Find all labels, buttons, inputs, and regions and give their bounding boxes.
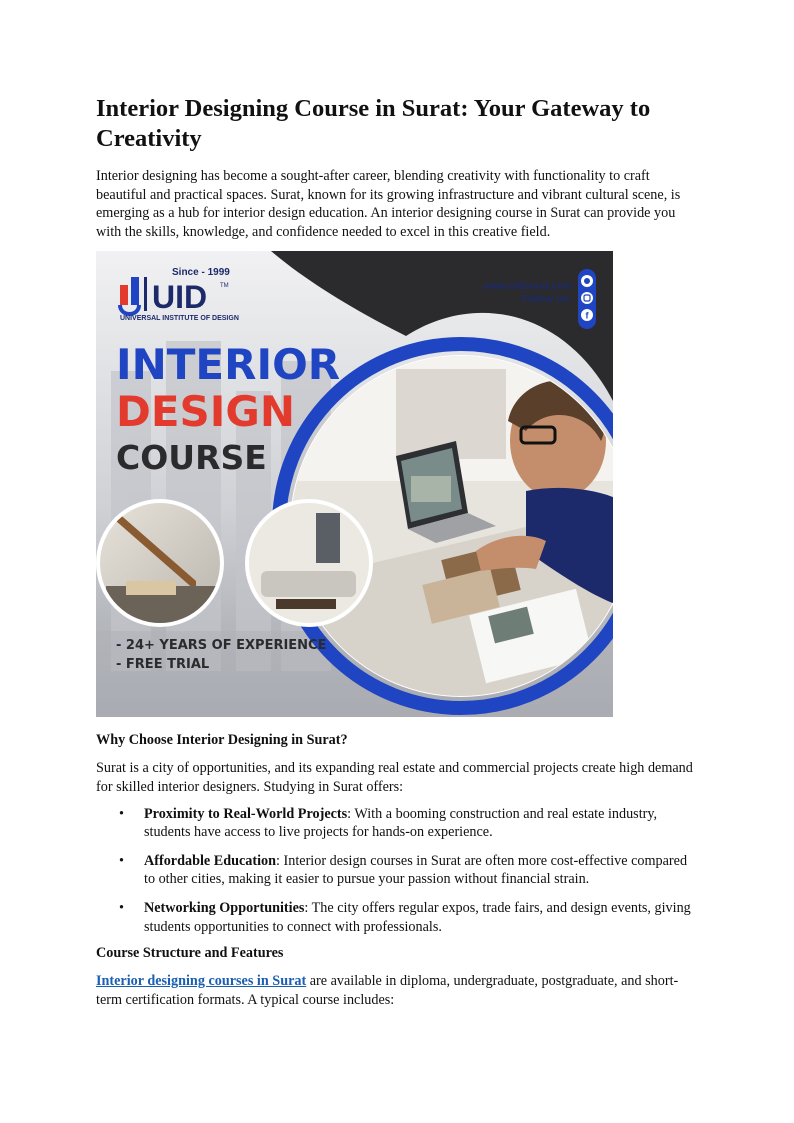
list-item: • Affordable Education: Interior design courses in Surat are often more cost-effective compared to other cities, making it easier to pursue your passion without financial strain. (119, 852, 688, 888)
bullet-icon: • (119, 805, 124, 822)
benefits-list (96, 805, 696, 937)
intro-paragraph: Interior designing has become a sought-after career, blending creativity with functionality to craft beautiful and practical spaces. Surat, known for its growing infrastructure and vibrant cultural scene, is emerging as a hub for interior design education. An interior designing course in Surat can provide you with the skills, knowledge, and confidence needed to excel in this creative field. (96, 168, 681, 240)
course-banner-image (96, 251, 613, 717)
banner-graphic (96, 251, 613, 717)
instagram-icon (581, 292, 593, 304)
headline-design: DESIGN (116, 387, 296, 437)
bullet-icon: • (119, 899, 124, 916)
list-item: • Proximity to Real-World Projects: With a booming construction and real estate industry, students have access to live projects for hands-on experience. (119, 805, 658, 841)
institute-name: UNIVERSAL INSTITUTE OF DESIGN (120, 315, 239, 323)
bullet-icon: • (119, 852, 124, 869)
section-heading-course-structure: Course Structure and Features (96, 945, 284, 962)
follow-text: Follow Us: (521, 294, 572, 306)
courses-link[interactable]: Interior designing courses in Surat (96, 973, 307, 990)
since-text: Since - 1999 (172, 267, 230, 279)
course-structure-paragraph: Interior designing courses in Surat are available in diploma, undergraduate, postgraduate, and short-term certification formats. A typical course includes: (96, 973, 679, 1008)
section-paragraph: Surat is a city of opportunities, and its expanding real estate and commercial projects create high demand for skilled interior designers. Studying in Surat offers: (96, 760, 693, 795)
svg-text:f: f (585, 310, 589, 321)
headline-course: COURSE (116, 438, 267, 478)
list-item: • Networking Opportunities: The city offers regular expos, trade fairs, and design events, giving students opportunities to connect with professionals. (119, 899, 691, 935)
experience-point: - 24+ YEARS OF EXPERIENCE (116, 638, 327, 654)
logo-text: UID (152, 279, 208, 316)
logo-tm: TM (220, 283, 229, 290)
headline-interior: INTERIOR (116, 340, 341, 390)
free-trial-point: - FREE TRIAL (116, 657, 210, 673)
page-title: Interior Designing Course in Surat: Your Gateway to Creativity (96, 95, 651, 152)
document-page (96, 94, 696, 1009)
website-text: www.uidsurat.com (483, 281, 572, 293)
section-heading-why-surat: Why Choose Interior Designing in Surat? (96, 732, 348, 749)
